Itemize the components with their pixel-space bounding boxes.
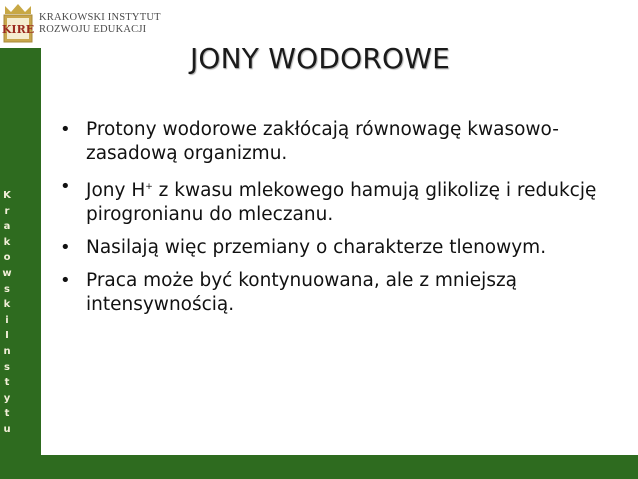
sidebar-letter: w [2, 267, 12, 279]
bullet-icon: • [60, 270, 71, 291]
sidebar-letter: K [3, 190, 11, 201]
bullet-text: Nasilają więc przemiany o charakterze tlenowym. [86, 237, 547, 258]
sidebar-letter: t [4, 377, 10, 389]
slide-title: JONY WODOROWE [189, 42, 451, 75]
sidebar-letter: s [4, 361, 10, 373]
sidebar-letter: o [3, 252, 11, 264]
sidebar-letter: i [5, 314, 9, 326]
bullet-icon: • [60, 176, 71, 197]
bullet-icon: • [60, 119, 71, 140]
sidebar-letter: a [3, 221, 11, 233]
sidebar-letter: I [5, 330, 9, 342]
sidebar-letter: y [3, 392, 11, 404]
logo-line-2: ROZWOJU EDUKACJI [39, 24, 147, 35]
list-item [60, 236, 630, 260]
footer-bar [41, 455, 638, 479]
bullet-text-start: Jony H [86, 180, 146, 201]
sidebar-letter: n [3, 345, 11, 357]
bullet-list [60, 118, 630, 326]
sidebar-letter: t [4, 408, 10, 420]
crest-icon [1, 4, 35, 44]
sidebar-letter: u [3, 423, 11, 435]
bullet-text-end: z kwasu mlekowego hamują glikolizę i redukcję pirogronianu do mleczanu. [86, 180, 597, 225]
sidebar-letter: k [3, 236, 11, 248]
bullet-text: Praca może być kontynuowana, ale z mniejszą intensywnością. [86, 270, 518, 315]
superscript-plus: + [145, 182, 153, 192]
bullet-icon: • [60, 237, 71, 258]
logo-line-1: KRAKOWSKI INSTYTUT [39, 12, 161, 23]
sidebar-letter: r [4, 205, 10, 217]
sidebar-letter: s [4, 283, 10, 295]
list-item [60, 269, 630, 317]
crest-label: KIRE [1, 23, 35, 36]
list-item [60, 175, 630, 227]
bullet-text: Protony wodorowe zakłócają równowagę kwasowo-zasadową organizmu. [86, 119, 559, 164]
sidebar-letter: k [3, 299, 11, 311]
left-sidebar [0, 48, 41, 479]
list-item [60, 118, 630, 166]
institute-logo [0, 0, 200, 48]
sidebar-vertical-text [0, 188, 14, 438]
